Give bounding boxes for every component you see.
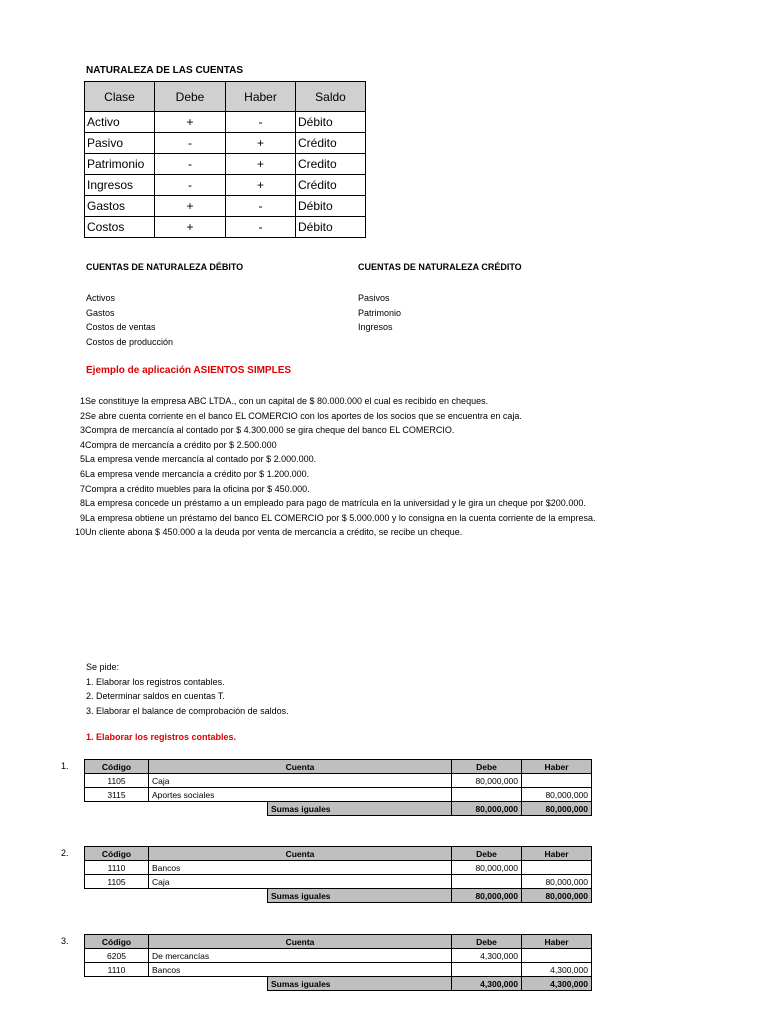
entry-cell: 6205	[85, 949, 149, 963]
transaction-number: 10	[74, 527, 85, 538]
nature-cell: +	[226, 133, 296, 154]
nature-row	[85, 196, 366, 217]
transaction-item	[70, 452, 595, 467]
nature-title: NATURALEZA DE LAS CUENTAS	[86, 65, 244, 76]
entry-header: Cuenta	[149, 935, 452, 949]
transaction-number: 3	[79, 425, 85, 436]
entry-header: Debe	[452, 760, 522, 774]
nature-cell: -	[226, 217, 296, 238]
transaction-text: Se abre cuenta corriente en el banco EL COMERCIO con los aportes de los socios que se encuentra en caja.	[85, 410, 522, 421]
transaction-number: 7	[79, 483, 85, 494]
entry-sum-cell: Sumas iguales	[268, 802, 452, 816]
nature-cell: +	[226, 175, 296, 196]
transaction-number: 9	[79, 512, 85, 523]
transaction-item	[70, 394, 595, 409]
nature-cell: -	[226, 196, 296, 217]
account-nature-item: Pasivos	[358, 293, 390, 303]
entry-sum-cell: 80,000,000	[522, 802, 592, 816]
entry-cell: Caja	[149, 774, 452, 788]
transaction-text: La empresa vende mercancía al contado por $ 2.000.000.	[85, 454, 317, 465]
entry-sum-cell: 4,300,000	[522, 977, 592, 991]
journal-entry-table	[84, 934, 592, 991]
account-nature-item: Ingresos	[358, 322, 393, 332]
account-nature-item: Costos de ventas	[86, 322, 156, 332]
entry-cell: 3115	[85, 788, 149, 802]
entry-cell	[522, 949, 592, 963]
entry-number: 2.	[61, 848, 69, 858]
entry-row	[85, 861, 592, 875]
asks-block	[86, 660, 289, 718]
account-nature-item: Gastos	[86, 307, 115, 318]
transaction-number: 1	[79, 396, 85, 406]
entry-cell: Bancos	[149, 861, 452, 875]
transaction-item	[70, 482, 595, 497]
nature-cell: Pasivo	[85, 133, 155, 154]
transaction-list	[70, 394, 595, 540]
entry-cell	[522, 774, 592, 788]
entry-cell	[522, 861, 592, 875]
transaction-number: 6	[79, 468, 85, 479]
debit-list	[86, 291, 173, 349]
entry-cell: Aportes sociales	[149, 788, 452, 802]
entry-number: 1.	[61, 761, 69, 771]
nature-cell: +	[226, 154, 296, 175]
transaction-item	[70, 511, 595, 526]
transaction-item	[70, 467, 595, 482]
nature-row	[85, 217, 366, 238]
entry-cell: De mercancías	[149, 949, 452, 963]
entry-cell	[452, 875, 522, 889]
entry-cell: Caja	[149, 875, 452, 889]
entry-cell: 4,300,000	[522, 963, 592, 977]
entry-number: 3.	[61, 936, 69, 946]
entry-header: Haber	[522, 847, 592, 861]
entry-cell: 80,000,000	[452, 861, 522, 875]
transaction-number: 8	[79, 498, 85, 509]
entry-row	[85, 774, 592, 788]
entry-header: Cuenta	[149, 760, 452, 774]
entry-sum-blank	[85, 977, 268, 991]
transaction-number: 5	[79, 454, 85, 465]
entry-cell: 1110	[85, 963, 149, 977]
entry-row	[85, 788, 592, 802]
nature-row	[85, 175, 366, 196]
entry-header: Haber	[522, 760, 592, 774]
entry-sum-row	[85, 889, 592, 903]
account-nature-item: Costos de producción	[86, 336, 174, 347]
debit-title: CUENTAS DE NATURALEZA DÉBITO	[86, 262, 244, 272]
account-nature-item: Activos	[86, 293, 116, 303]
entry-cell: Bancos	[149, 963, 452, 977]
entry-cell	[452, 963, 522, 977]
section-title: 1. Elaborar los registros contables.	[86, 732, 237, 742]
nature-cell: Crédito	[296, 175, 366, 196]
entry-sum-cell: 80,000,000	[452, 802, 522, 816]
entry-sum-row	[85, 802, 592, 816]
nature-cell: Activo	[85, 112, 155, 133]
entry-sum-cell: Sumas iguales	[268, 889, 452, 903]
transaction-text: Se constituye la empresa ABC LTDA., con un capital de $ 80.000.000 el cual es recibido en cheques.	[85, 396, 489, 406]
transaction-item	[70, 423, 595, 438]
nature-cell: -	[155, 154, 226, 175]
entry-row	[85, 963, 592, 977]
entry-header: Debe	[452, 847, 522, 861]
nature-cell: Gastos	[85, 196, 155, 217]
asks-item: 1. Elaborar los registros contables.	[86, 676, 225, 687]
nature-cell: Ingresos	[85, 175, 155, 196]
transaction-item	[70, 409, 595, 424]
entry-sum-blank	[85, 889, 268, 903]
transaction-number: 2	[79, 410, 85, 421]
nature-cell: Costos	[85, 217, 155, 238]
entry-header: Debe	[452, 935, 522, 949]
entry-cell: 4,300,000	[452, 949, 522, 963]
transaction-text: Compra a crédito muebles para la oficina por $ 450.000.	[85, 483, 310, 494]
transaction-text: Compra de mercancía a crédito por $ 2.500.000	[85, 439, 277, 450]
entry-cell: 80,000,000	[452, 774, 522, 788]
nature-cell: Patrimonio	[85, 154, 155, 175]
entry-cell: 1105	[85, 774, 149, 788]
transaction-item	[70, 438, 595, 453]
nature-row	[85, 133, 366, 154]
entry-cell: 80,000,000	[522, 875, 592, 889]
credit-list	[358, 291, 401, 335]
entry-header: Código	[85, 760, 149, 774]
entry-header: Código	[85, 935, 149, 949]
nature-cell: -	[155, 175, 226, 196]
entry-cell: 1110	[85, 861, 149, 875]
nature-cell: +	[155, 196, 226, 217]
transaction-text: La empresa vende mercancía a crédito por $ 1.200.000.	[85, 468, 310, 479]
nature-cell: Débito	[296, 112, 366, 133]
transaction-text: Compra de mercancía al contado por $ 4.300.000 se gira cheque del banco EL COMERCIO.	[85, 425, 455, 436]
nature-header: Saldo	[296, 82, 366, 112]
entry-sum-cell: 80,000,000	[452, 889, 522, 903]
asks-item: 3. Elaborar el balance de comprobación de saldos.	[86, 705, 289, 716]
journal-entry-table	[84, 759, 592, 816]
entry-header: Haber	[522, 935, 592, 949]
transaction-text: La empresa concede un préstamo a un empleado para pago de matrícula en la universidad y le gira un cheque por $200.000.	[85, 498, 586, 509]
nature-header: Clase	[85, 82, 155, 112]
entry-cell: 1105	[85, 875, 149, 889]
credit-title: CUENTAS DE NATURALEZA CRÉDITO	[358, 262, 522, 272]
nature-cell: +	[155, 112, 226, 133]
nature-cell: Credito	[296, 154, 366, 175]
transaction-number: 4	[79, 439, 85, 450]
transaction-item	[70, 496, 595, 511]
transaction-text: Un cliente abona $ 450.000 a la deuda por venta de mercancía a crédito, se recibe un cheque.	[85, 527, 463, 538]
entry-row	[85, 875, 592, 889]
entry-sum-cell: Sumas iguales	[268, 977, 452, 991]
nature-cell: +	[155, 217, 226, 238]
nature-row	[85, 112, 366, 133]
entry-sum-cell: 4,300,000	[452, 977, 522, 991]
journal-entry-table	[84, 846, 592, 903]
nature-table	[84, 81, 366, 238]
asks-item: 2. Determinar saldos en cuentas T.	[86, 691, 225, 701]
transaction-text: La empresa obtiene un préstamo del banco EL COMERCIO por $ 5.000.000 y lo consigna en la cuenta corriente de la empresa.	[85, 512, 596, 523]
entry-header: Cuenta	[149, 847, 452, 861]
entry-sum-row	[85, 977, 592, 991]
entry-row	[85, 949, 592, 963]
nature-cell: -	[226, 112, 296, 133]
entry-header: Código	[85, 847, 149, 861]
nature-cell: Débito	[296, 196, 366, 217]
entry-sum-blank	[85, 802, 268, 816]
nature-header: Haber	[226, 82, 296, 112]
asks-title: Se pide:	[86, 662, 120, 672]
transaction-item	[70, 525, 595, 540]
entry-sum-cell: 80,000,000	[522, 889, 592, 903]
nature-header: Debe	[155, 82, 226, 112]
entry-cell	[452, 788, 522, 802]
nature-cell: -	[155, 133, 226, 154]
example-title: Ejemplo de aplicación ASIENTOS SIMPLES	[86, 365, 292, 376]
nature-cell: Crédito	[296, 133, 366, 154]
nature-row	[85, 154, 366, 175]
account-nature-item: Patrimonio	[358, 307, 402, 318]
entry-cell: 80,000,000	[522, 788, 592, 802]
nature-cell: Débito	[296, 217, 366, 238]
